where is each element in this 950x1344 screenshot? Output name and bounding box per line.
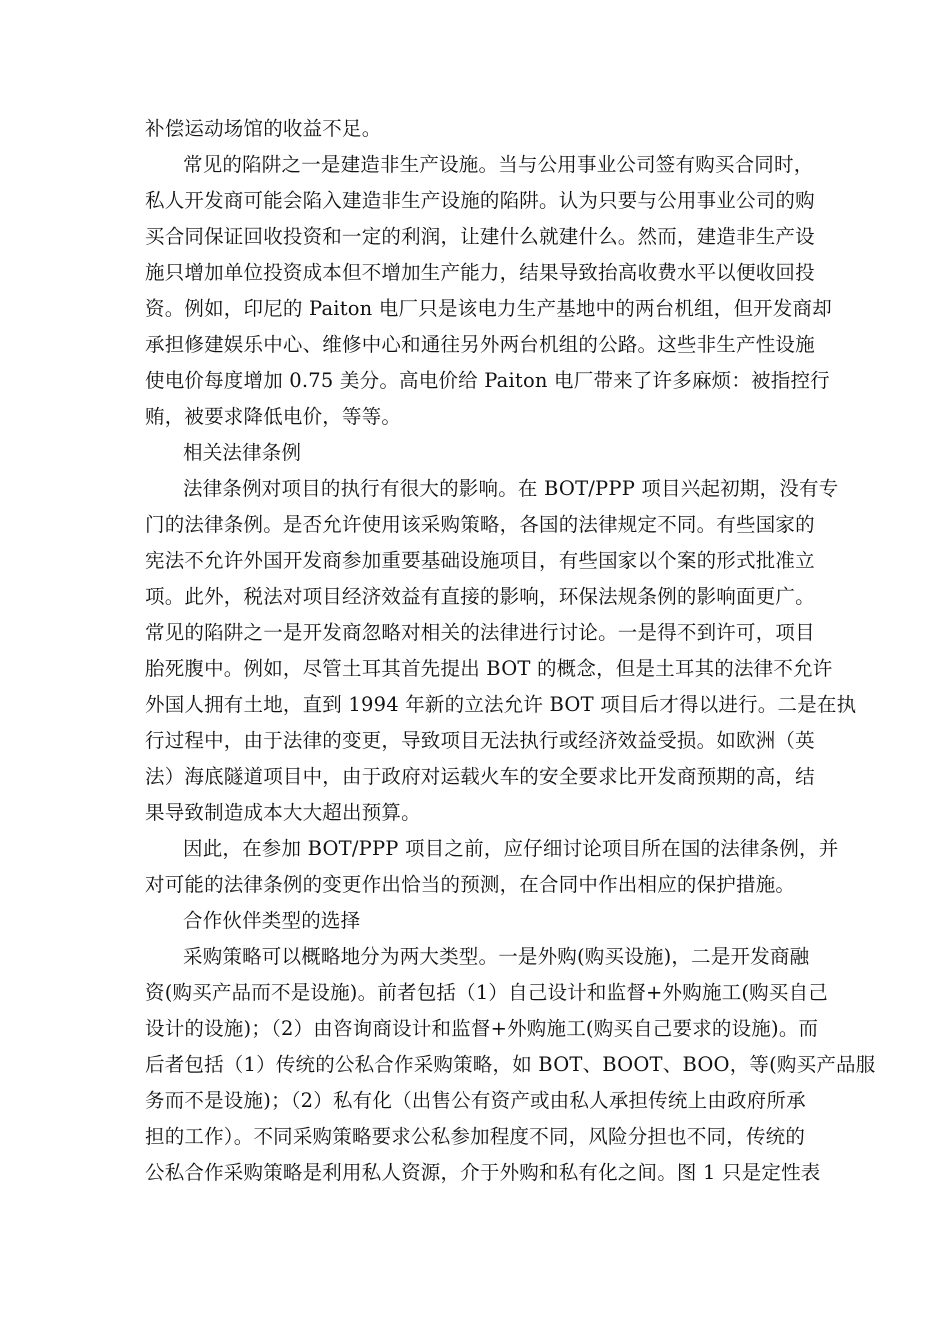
text-line: 资(购买产品而不是设施)。前者包括（1）自己设计和监督+外购施工(购买自己	[145, 981, 828, 1004]
text-line: 行过程中，由于法律的变更，导致项目无法执行或经济效益受损。如欧洲（英	[145, 729, 815, 752]
text-line: 公私合作采购策略是利用私人资源，介于外购和私有化之间。图 1 只是定性表	[145, 1161, 821, 1184]
text-line: 贿，被要求降低电价，等等。	[145, 405, 402, 428]
text-line: 承担修建娱乐中心、维修中心和通往另外两台机组的公路。这些非生产性设施	[145, 333, 815, 356]
text-line: 项。此外，税法对项目经济效益有直接的影响，环保法规条例的影响面更广。	[145, 585, 815, 608]
text-line: 对可能的法律条例的变更作出恰当的预测，在合同中作出相应的保护措施。	[145, 873, 796, 896]
text-line: 资。例如，印尼的 Paiton 电厂只是该电力生产基地中的两台机组，但开发商却	[145, 297, 832, 320]
text-line: 果导致制造成本大大超出预算。	[145, 801, 421, 824]
text-line: 私人开发商可能会陷入建造非生产设施的陷阱。认为只要与公用事业公司的购	[145, 189, 815, 212]
text-line: 采购策略可以概略地分为两大类型。一是外购(购买设施)，二是开发商融	[183, 945, 810, 968]
text-line: 买合同保证回收投资和一定的利润，让建什么就建什么。然而，建造非生产设	[145, 225, 815, 248]
text-line: 务而不是设施)；（2）私有化（出售公有资产或由私人承担传统上由政府所承	[145, 1089, 806, 1112]
text-line: 法）海底隧道项目中，由于政府对运载火车的安全要求比开发商预期的高，结	[145, 765, 815, 788]
text-line: 担的工作）。不同采购策略要求公私参加程度不同，风险分担也不同，传统的	[145, 1125, 806, 1148]
text-line: 施只增加单位投资成本但不增加生产能力，结果导致抬高收费水平以便收回投	[145, 261, 815, 284]
section-heading: 合作伙伴类型的选择	[183, 909, 361, 932]
text-line: 设计的设施)；（2）由咨询商设计和监督+外购施工(购买自己要求的设施)。而	[145, 1017, 819, 1040]
text-line: 门的法律条例。是否允许使用该采购策略，各国的法律规定不同。有些国家的	[145, 513, 815, 536]
text-line: 常见的陷阱之一是建造非生产设施。当与公用事业公司签有购买合同时，	[183, 153, 814, 176]
section-heading: 相关法律条例	[183, 441, 302, 464]
text-line: 法律条例对项目的执行有很大的影响。在 BOT/PPP 项目兴起初期，没有专	[183, 477, 839, 500]
text-line: 后者包括（1）传统的公私合作采购策略，如 BOT、BOOT、BOO，等(购买产品服	[145, 1053, 876, 1076]
text-line: 使电价每度增加 0.75 美分。高电价给 Paiton 电厂带来了许多麻烦：被指控行	[145, 369, 830, 392]
text-line: 因此，在参加 BOT/PPP 项目之前，应仔细讨论项目所在国的法律条例，并	[183, 837, 839, 860]
text-line: 外国人拥有土地，直到 1994 年新的立法允许 BOT 项目后才得以进行。二是在执	[145, 693, 857, 716]
text-line: 宪法不允许外国开发商参加重要基础设施项目，有些国家以个案的形式批准立	[145, 549, 815, 572]
text-line: 补偿运动场馆的收益不足。	[145, 117, 382, 140]
text-line: 胎死腹中。例如，尽管土耳其首先提出 BOT 的概念，但是土耳其的法律不允许	[145, 657, 833, 680]
text-line: 常见的陷阱之一是开发商忽略对相关的法律进行讨论。一是得不到许可，项目	[145, 621, 815, 644]
